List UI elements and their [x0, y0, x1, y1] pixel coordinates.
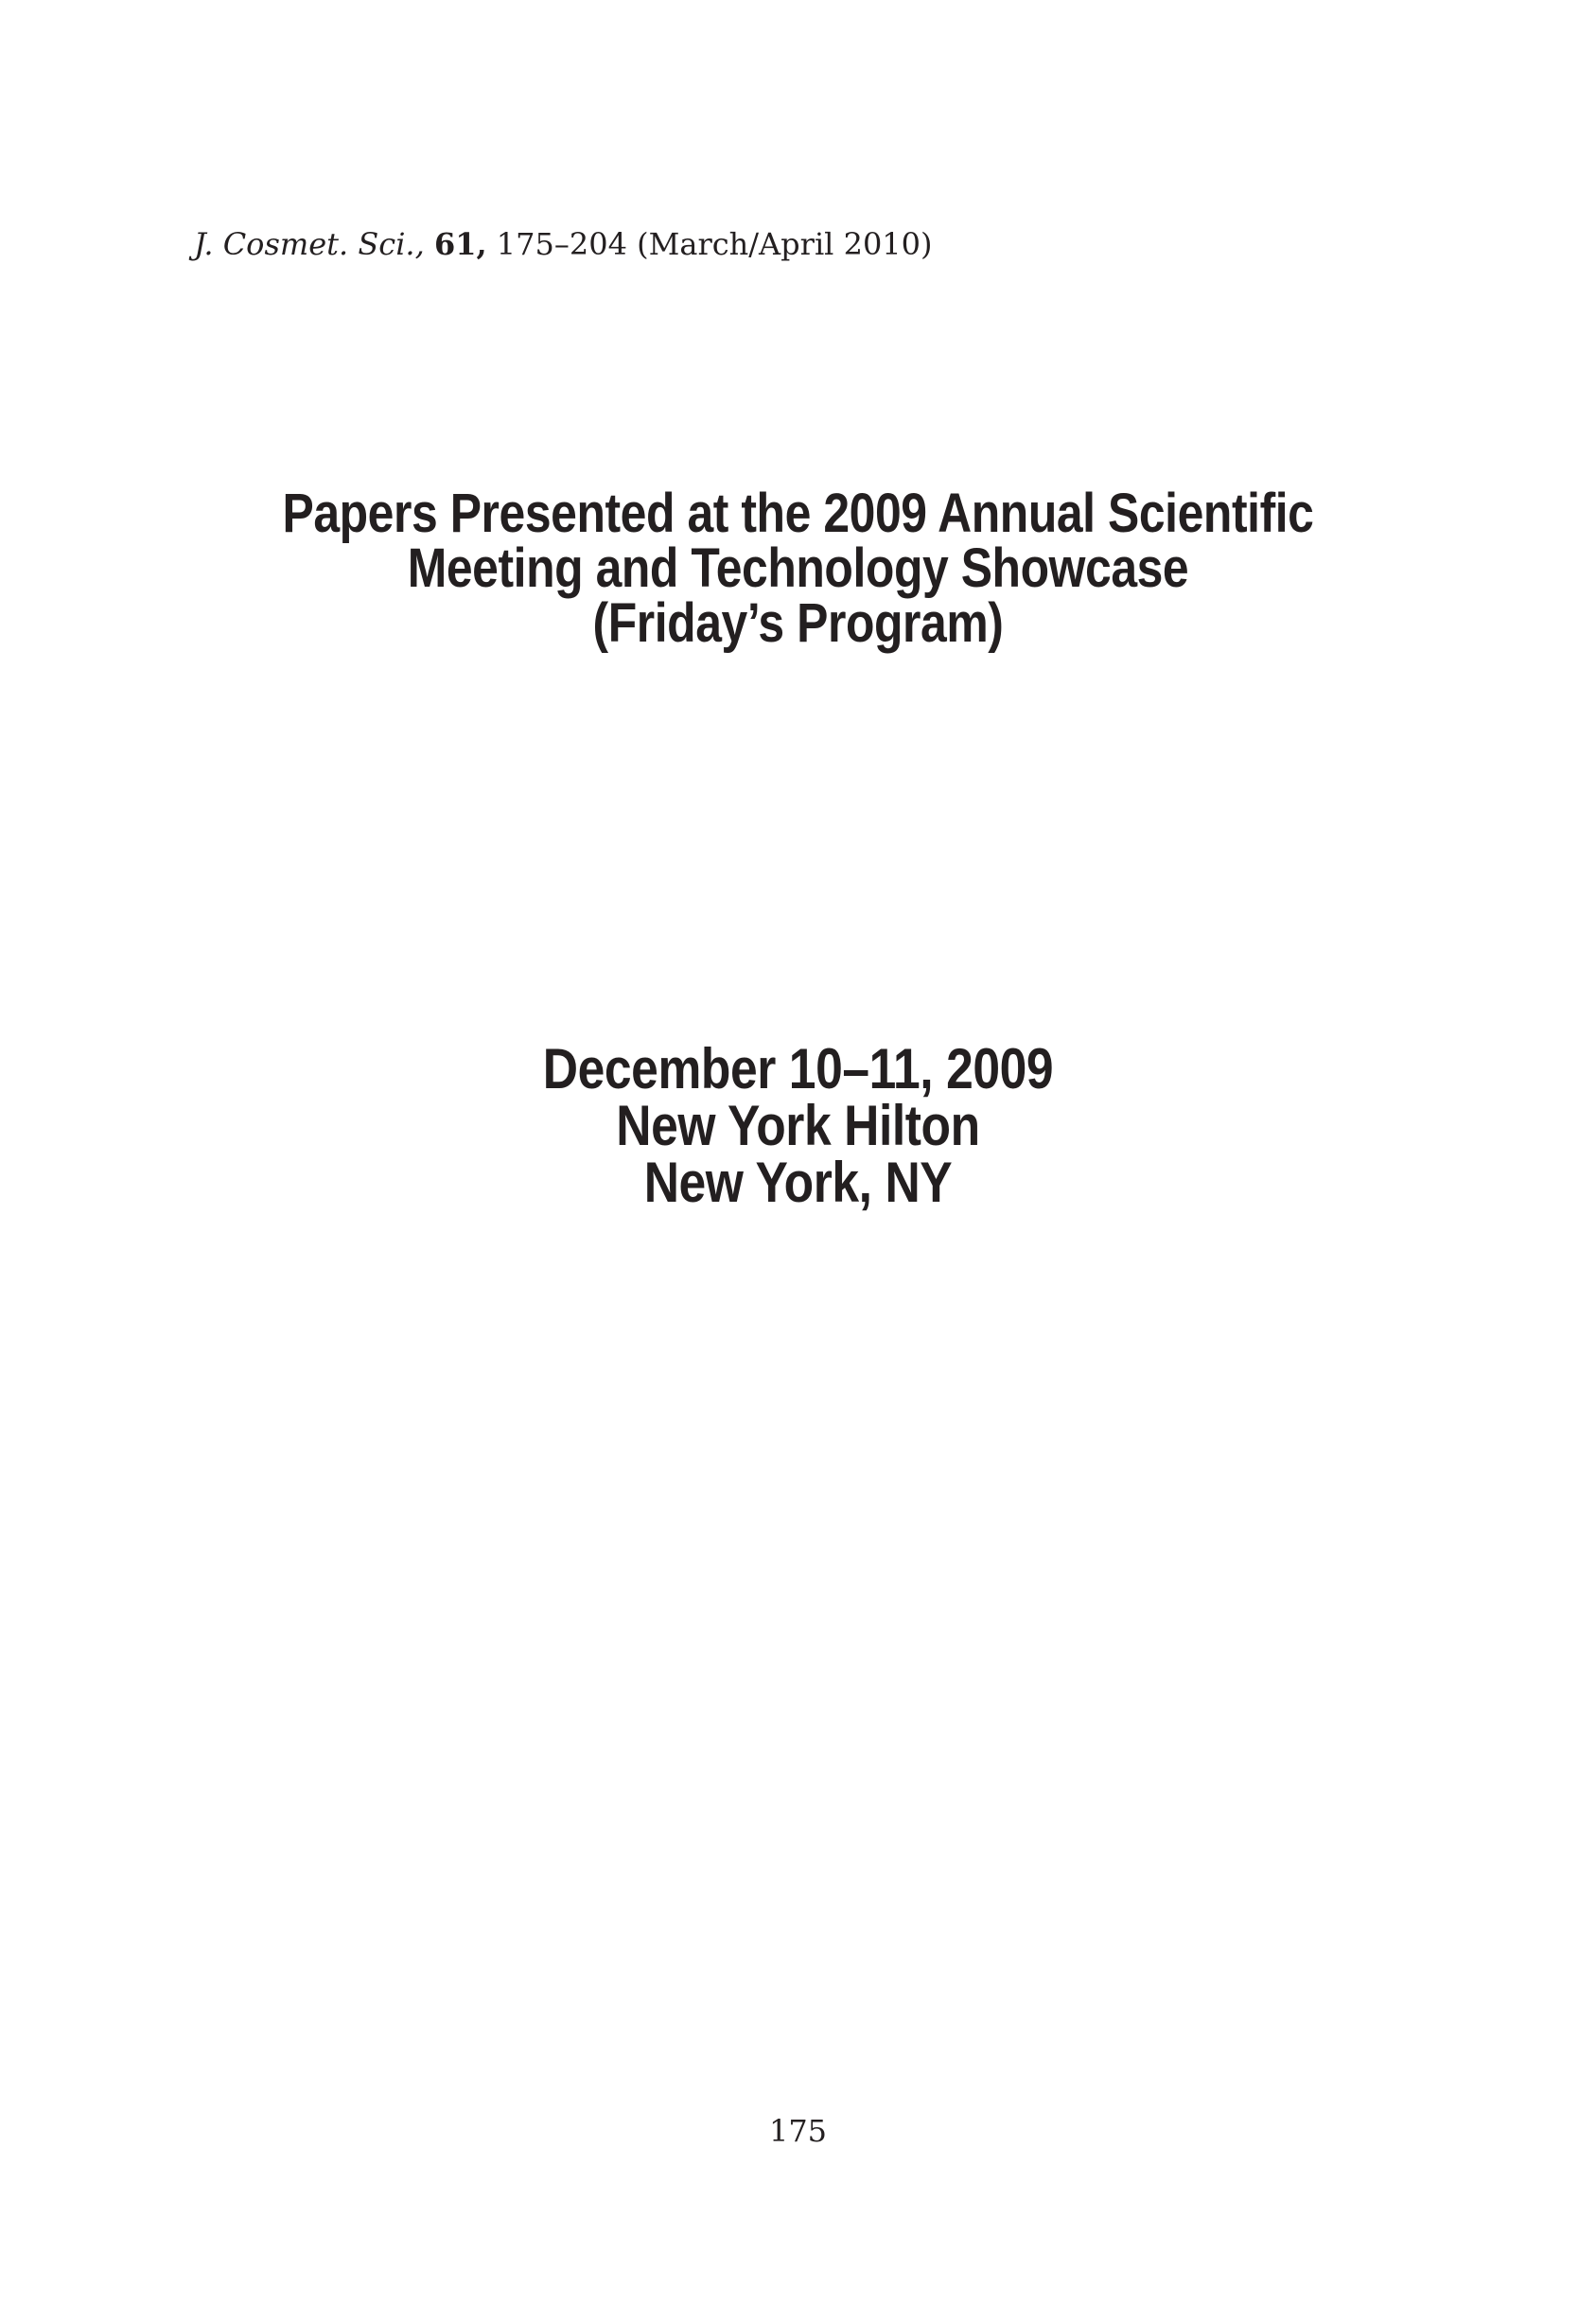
event-location: New York, NY [643, 1151, 953, 1214]
journal-pages-date: 175–204 (March/April 2010) [496, 226, 933, 262]
event-info [0, 1037, 1596, 1214]
page-title [0, 483, 1596, 654]
event-dates: December 10–11, 2009 [542, 1037, 1054, 1100]
title-line-2: Meeting and Technology Showcase [407, 537, 1189, 599]
journal-name: J. Cosmet. Sci., [194, 226, 425, 262]
event-venue: New York Hilton [616, 1094, 980, 1157]
page-number: 175 [768, 2113, 828, 2149]
title-line-1: Papers Presented at the 2009 Annual Scientific [282, 483, 1314, 544]
journal-volume: 61, [433, 226, 487, 262]
journal-citation [194, 225, 933, 263]
title-line-3: (Friday’s Program) [592, 592, 1004, 654]
